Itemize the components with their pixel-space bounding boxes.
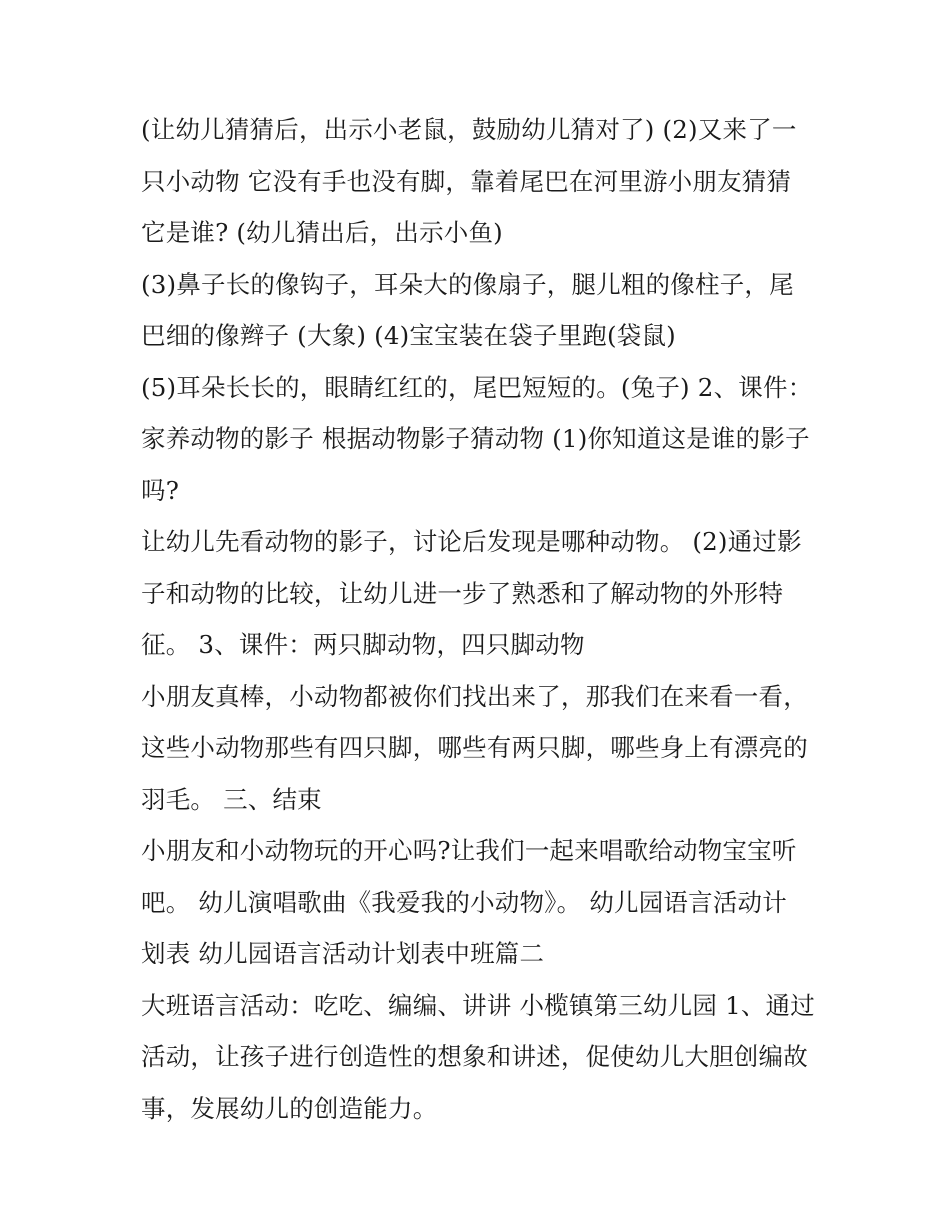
- text-line: 子和动物的比较，让幼儿进一步了熟悉和了解动物的外形特: [141, 578, 784, 608]
- text-line: 征。 3、课件：两只脚动物，四只脚动物: [141, 630, 585, 659]
- text-line: 巴细的像辫子 (大象) (4)宝宝装在袋子里跑(袋鼠): [141, 321, 676, 350]
- text-line: 羽毛。 三、结束: [141, 784, 322, 814]
- text-line: 活动，让孩子进行创造性的想象和讲述，促使幼儿大胆创编故: [141, 1042, 808, 1071]
- text-line: (让幼儿猜猜后，出示小老鼠，鼓励幼儿猜对了) (2)又来了一: [141, 115, 797, 144]
- text-line: 划表 幼儿园语言活动计划表中班篇二: [141, 939, 545, 968]
- text-line: 家养动物的影子 根据动物影子猜动物 (1)你知道这是谁的影子: [141, 424, 810, 453]
- document-body: [141, 104, 821, 1134]
- text-line: 吧。 幼儿演唱歌曲《我爱我的小动物》。 幼儿园语言活动计: [141, 887, 787, 917]
- text-line: 这些小动物那些有四只脚，哪些有两只脚，哪些身上有漂亮的: [141, 733, 808, 762]
- text-line: 让幼儿先看动物的影子，讨论后发现是哪种动物。 (2)通过影: [141, 527, 802, 556]
- text-line: (5)耳朵长长的，眼睛红红的，尾巴短短的。(兔子) 2、课件：: [141, 372, 813, 402]
- text-line: 小朋友真棒，小动物都被你们找出来了，那我们在来看一看，: [141, 681, 808, 711]
- text-line: 它是谁? (幼儿猜出后，出示小鱼): [141, 218, 503, 247]
- text-line: 只小动物 它没有手也没有脚，靠着尾巴在河里游小朋友猜猜: [141, 166, 792, 196]
- text-line: 大班语言活动：吃吃、编编、讲讲 小榄镇第三幼儿园 1、通过: [141, 990, 815, 1020]
- text-line: (3)鼻子长的像钩子，耳朵大的像扇子，腿儿粗的像柱子，尾: [141, 269, 794, 299]
- text-line: 吗?: [141, 475, 180, 505]
- text-line: 事，发展幼儿的创造能力。: [141, 1093, 438, 1123]
- text-line: 小朋友和小动物玩的开心吗?让我们一起来唱歌给动物宝宝听: [141, 836, 797, 865]
